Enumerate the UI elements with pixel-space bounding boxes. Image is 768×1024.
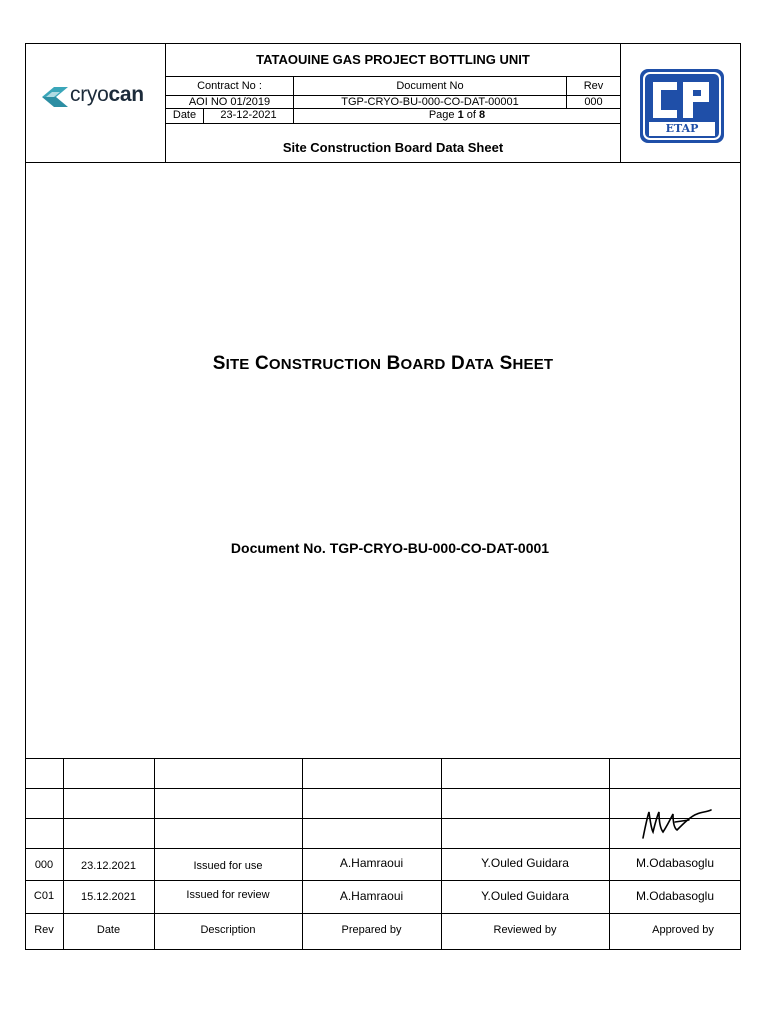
header-bottom-line [25, 162, 741, 163]
header-table-top [165, 76, 620, 77]
contract-label: Contract No : [197, 80, 262, 92]
rev-header-description: Description [200, 924, 256, 936]
project-title: TATAOUINE GAS PROJECT BOTTLING UNIT [256, 52, 530, 67]
contract-value: AOI NO 01/2019 [188, 96, 271, 108]
cryocan-logo-suffix: can [108, 83, 144, 106]
date-label: Date [172, 109, 197, 121]
header-table-bottom [165, 123, 620, 124]
rev-row-000-reviewed: Y.Ouled Guidara [481, 856, 569, 870]
rev-row-c01-approved: M.Odabasoglu [635, 889, 715, 903]
title-word-1: SITE [212, 353, 250, 374]
document-label: Document No [396, 80, 464, 92]
rev-row-000-rev: 000 [34, 859, 54, 871]
title-word-5: SHEET [499, 353, 554, 374]
document-number: Document No. TGP-CRYO-BU-000-CO-DAT-0001 [230, 540, 550, 556]
page-indicator [294, 109, 620, 121]
rev-label: Rev [583, 80, 604, 92]
revision-table [25, 758, 741, 950]
title-word-2: CONSTRUCTION [255, 353, 382, 374]
rev-row-000-description: Issued for use [193, 860, 263, 872]
cryocan-logo-icon [40, 83, 70, 111]
rev-row-000-date: 23.12.2021 [80, 860, 137, 872]
cryocan-logo [38, 80, 163, 114]
rev-row-c01-rev: C01 [33, 890, 55, 902]
page-prefix: Page [428, 109, 455, 121]
rev-header-reviewed: Reviewed by [493, 924, 557, 936]
rev-header-prepared: Prepared by [341, 924, 402, 936]
page-total: 8 [479, 109, 486, 121]
etap-logo [639, 68, 725, 144]
rev-row-000-approved: M.Odabasoglu [635, 856, 715, 870]
etap-logo-text: ETAP [665, 122, 699, 135]
title-word-4: DATA [450, 353, 495, 374]
rev-value: 000 [584, 96, 603, 108]
date-value: 23-12-2021 [220, 109, 277, 121]
cryocan-logo-prefix: cryo [70, 83, 109, 106]
header-divider-right [620, 43, 621, 163]
page-current: 1 [457, 109, 464, 121]
rev-row-000-prepared: A.Hamraoui [339, 856, 404, 870]
main-title [25, 353, 741, 375]
title-word-3: BOARD [386, 353, 446, 374]
page-of: of [466, 109, 476, 121]
rev-row-c01-reviewed: Y.Ouled Guidara [481, 889, 569, 903]
header-subtitle: Site Construction Board Data Sheet [282, 140, 504, 155]
rev-header-rev: Rev [34, 924, 54, 936]
rev-header-date: Date [96, 924, 121, 936]
approver-signature [637, 802, 717, 844]
rev-row-c01-date: 15.12.2021 [80, 891, 137, 903]
rev-row-c01-prepared: A.Hamraoui [339, 889, 404, 903]
rev-row-c01-description: Issued for review [186, 889, 270, 901]
rev-header-approved: Approved by [652, 924, 714, 936]
document-value: TGP-CRYO-BU-000-CO-DAT-00001 [341, 96, 519, 108]
